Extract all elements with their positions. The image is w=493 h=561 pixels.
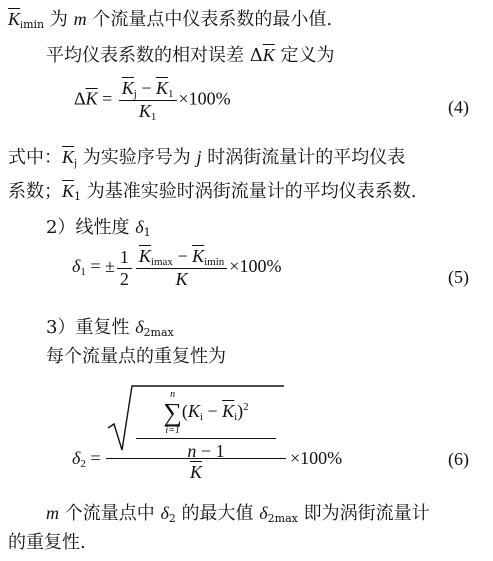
text-fragment: 的最大值 — [175, 503, 260, 524]
k-bar-symbol: $\overline{K}$ — [189, 462, 202, 482]
delta-symbol: δ — [259, 503, 268, 523]
k-bar-symbol: K — [175, 269, 188, 289]
subscript-i: i — [199, 411, 203, 424]
equation-5 — [72, 246, 281, 290]
section-heading: 2）线性度 — [46, 217, 136, 238]
k-bar-symbol: $\overline{K}$ — [121, 78, 134, 98]
subscript-1: 1 — [143, 226, 151, 239]
line-where-kj — [8, 146, 405, 174]
text-fragment: 为 — [49, 9, 74, 30]
delta-symbol: δ — [135, 317, 144, 337]
subscript-j: j — [133, 88, 137, 100]
text-fragment: 为实验序号为 — [77, 147, 197, 168]
text-fragment: 个流量点中 — [59, 503, 161, 524]
line-relative-error-intro — [46, 44, 334, 67]
minus-sign: − — [202, 401, 223, 422]
text-fragment: 平均仪表系数的相对误差 Δ — [46, 45, 263, 66]
subscript-i: i — [204, 256, 208, 268]
subscript-2max: 2max — [267, 512, 298, 525]
section-repeatability — [46, 316, 174, 344]
text-fragment: 定义为 — [274, 45, 335, 66]
text-fragment: 为基准实验时涡街流量计的平均仪表系数. — [81, 181, 417, 202]
fraction-denominator: 2 — [117, 268, 132, 290]
text-fragment: 式中： — [8, 147, 62, 168]
line-repeatability-intro — [46, 346, 226, 368]
k-symbol: K — [187, 401, 200, 422]
k-bar-symbol: $\overline{K}$ — [62, 147, 75, 167]
fraction-numerator — [136, 390, 276, 438]
minus-sign: − — [172, 246, 193, 266]
line-k1-definition — [8, 180, 416, 208]
section-linearity — [46, 216, 151, 244]
main-denominator — [106, 462, 286, 483]
subscript-i: i — [234, 411, 238, 424]
minus-one: − 1 — [196, 441, 225, 461]
k-bar-symbol: $\overline{K}$ — [155, 78, 168, 98]
delta-symbol: δ — [72, 448, 81, 468]
fraction — [136, 246, 227, 290]
eq6-lhs — [72, 448, 101, 470]
subscript-i: i — [150, 256, 154, 268]
subscript-1: 1 — [168, 88, 174, 100]
equation-number-6: (6) — [448, 449, 469, 469]
line-kmin-definition — [8, 8, 332, 36]
power-2: 2 — [243, 401, 249, 414]
subscript-1: 1 — [150, 111, 157, 123]
sigma-icon: ∑ — [163, 398, 182, 427]
text-fragment: 时涡街流量计的平均仪表 — [201, 147, 406, 168]
m-symbol: m — [73, 9, 87, 29]
fraction-numerator — [119, 78, 177, 100]
equation-number-4: (4) — [448, 97, 469, 117]
n-symbol: n — [187, 441, 197, 461]
minus-sign: − — [136, 78, 156, 98]
delta-symbol: Δ — [74, 88, 86, 109]
k-bar-symbol: $\overline{K}$ — [222, 401, 235, 422]
equals-sign: = — [97, 88, 117, 109]
times-100-percent: ×100% — [178, 88, 231, 109]
k-bar-symbol: $\overline{K}$ — [8, 9, 21, 29]
k-bar-symbol: $\overline{K}$ — [192, 246, 205, 266]
subscript-2max: 2max — [143, 326, 174, 339]
fraction-denominator — [136, 268, 227, 290]
subscript-1: 1 — [80, 266, 86, 279]
text-fragment: 即为涡街流量计 — [297, 503, 430, 524]
close-paren: ) — [237, 401, 244, 422]
equals-plus-minus: = ± — [85, 256, 115, 277]
section-heading: 3）重复性 — [46, 317, 136, 338]
delta-symbol: δ — [135, 217, 144, 237]
text-fragment: 的重复性. — [8, 532, 86, 553]
equals-sign: = — [85, 448, 101, 468]
times-100-percent: ×100% — [229, 256, 282, 277]
line-max-repeatability — [46, 502, 430, 530]
times-100-percent: ×100% — [290, 448, 343, 468]
subscript-max: max — [153, 256, 173, 268]
subscript-j: j — [74, 157, 78, 169]
k-bar-symbol: $\overline{K}$ — [138, 246, 151, 266]
fraction-half — [117, 247, 132, 290]
text-fragment: 个流量点中仪表系数的最小值. — [86, 9, 333, 30]
fraction-numerator: 1 — [119, 246, 129, 267]
text-fragment: 系数； — [8, 181, 62, 202]
text-fragment: 每个流量点的重复性为 — [46, 346, 226, 367]
sum-lower-limit: i=1 — [165, 425, 180, 436]
subscript-i: i — [20, 19, 24, 31]
k-bar-symbol: $\overline{K}$ — [138, 101, 151, 121]
subscript-2: 2 — [168, 512, 176, 525]
sum-upper-limit: n — [170, 389, 176, 400]
equation-number-5: (5) — [448, 267, 469, 287]
open-paren: ( — [181, 401, 188, 422]
j-symbol: j — [196, 147, 202, 167]
k-bar-symbol: $\overline{K}$ — [85, 88, 98, 109]
k-bar-symbol: $\overline{K}$ — [62, 181, 75, 201]
subscript-1: 1 — [74, 190, 82, 203]
sqrt-inner-fraction — [136, 390, 276, 462]
delta-symbol: δ — [72, 256, 81, 277]
equation-4 — [74, 78, 231, 123]
k-bar-symbol: $\overline{K}$ — [262, 45, 275, 65]
subscript-2: 2 — [80, 458, 86, 470]
subscript-min: min — [23, 18, 45, 31]
main-fraction-bar — [106, 458, 286, 459]
subscript-min: min — [207, 256, 225, 268]
fraction — [119, 78, 177, 123]
line-conclusion — [8, 532, 86, 554]
summation — [163, 390, 182, 436]
fraction-denominator — [119, 100, 177, 123]
delta-symbol: δ — [160, 503, 169, 523]
m-symbol: m — [46, 503, 59, 523]
fraction-numerator — [136, 246, 227, 268]
